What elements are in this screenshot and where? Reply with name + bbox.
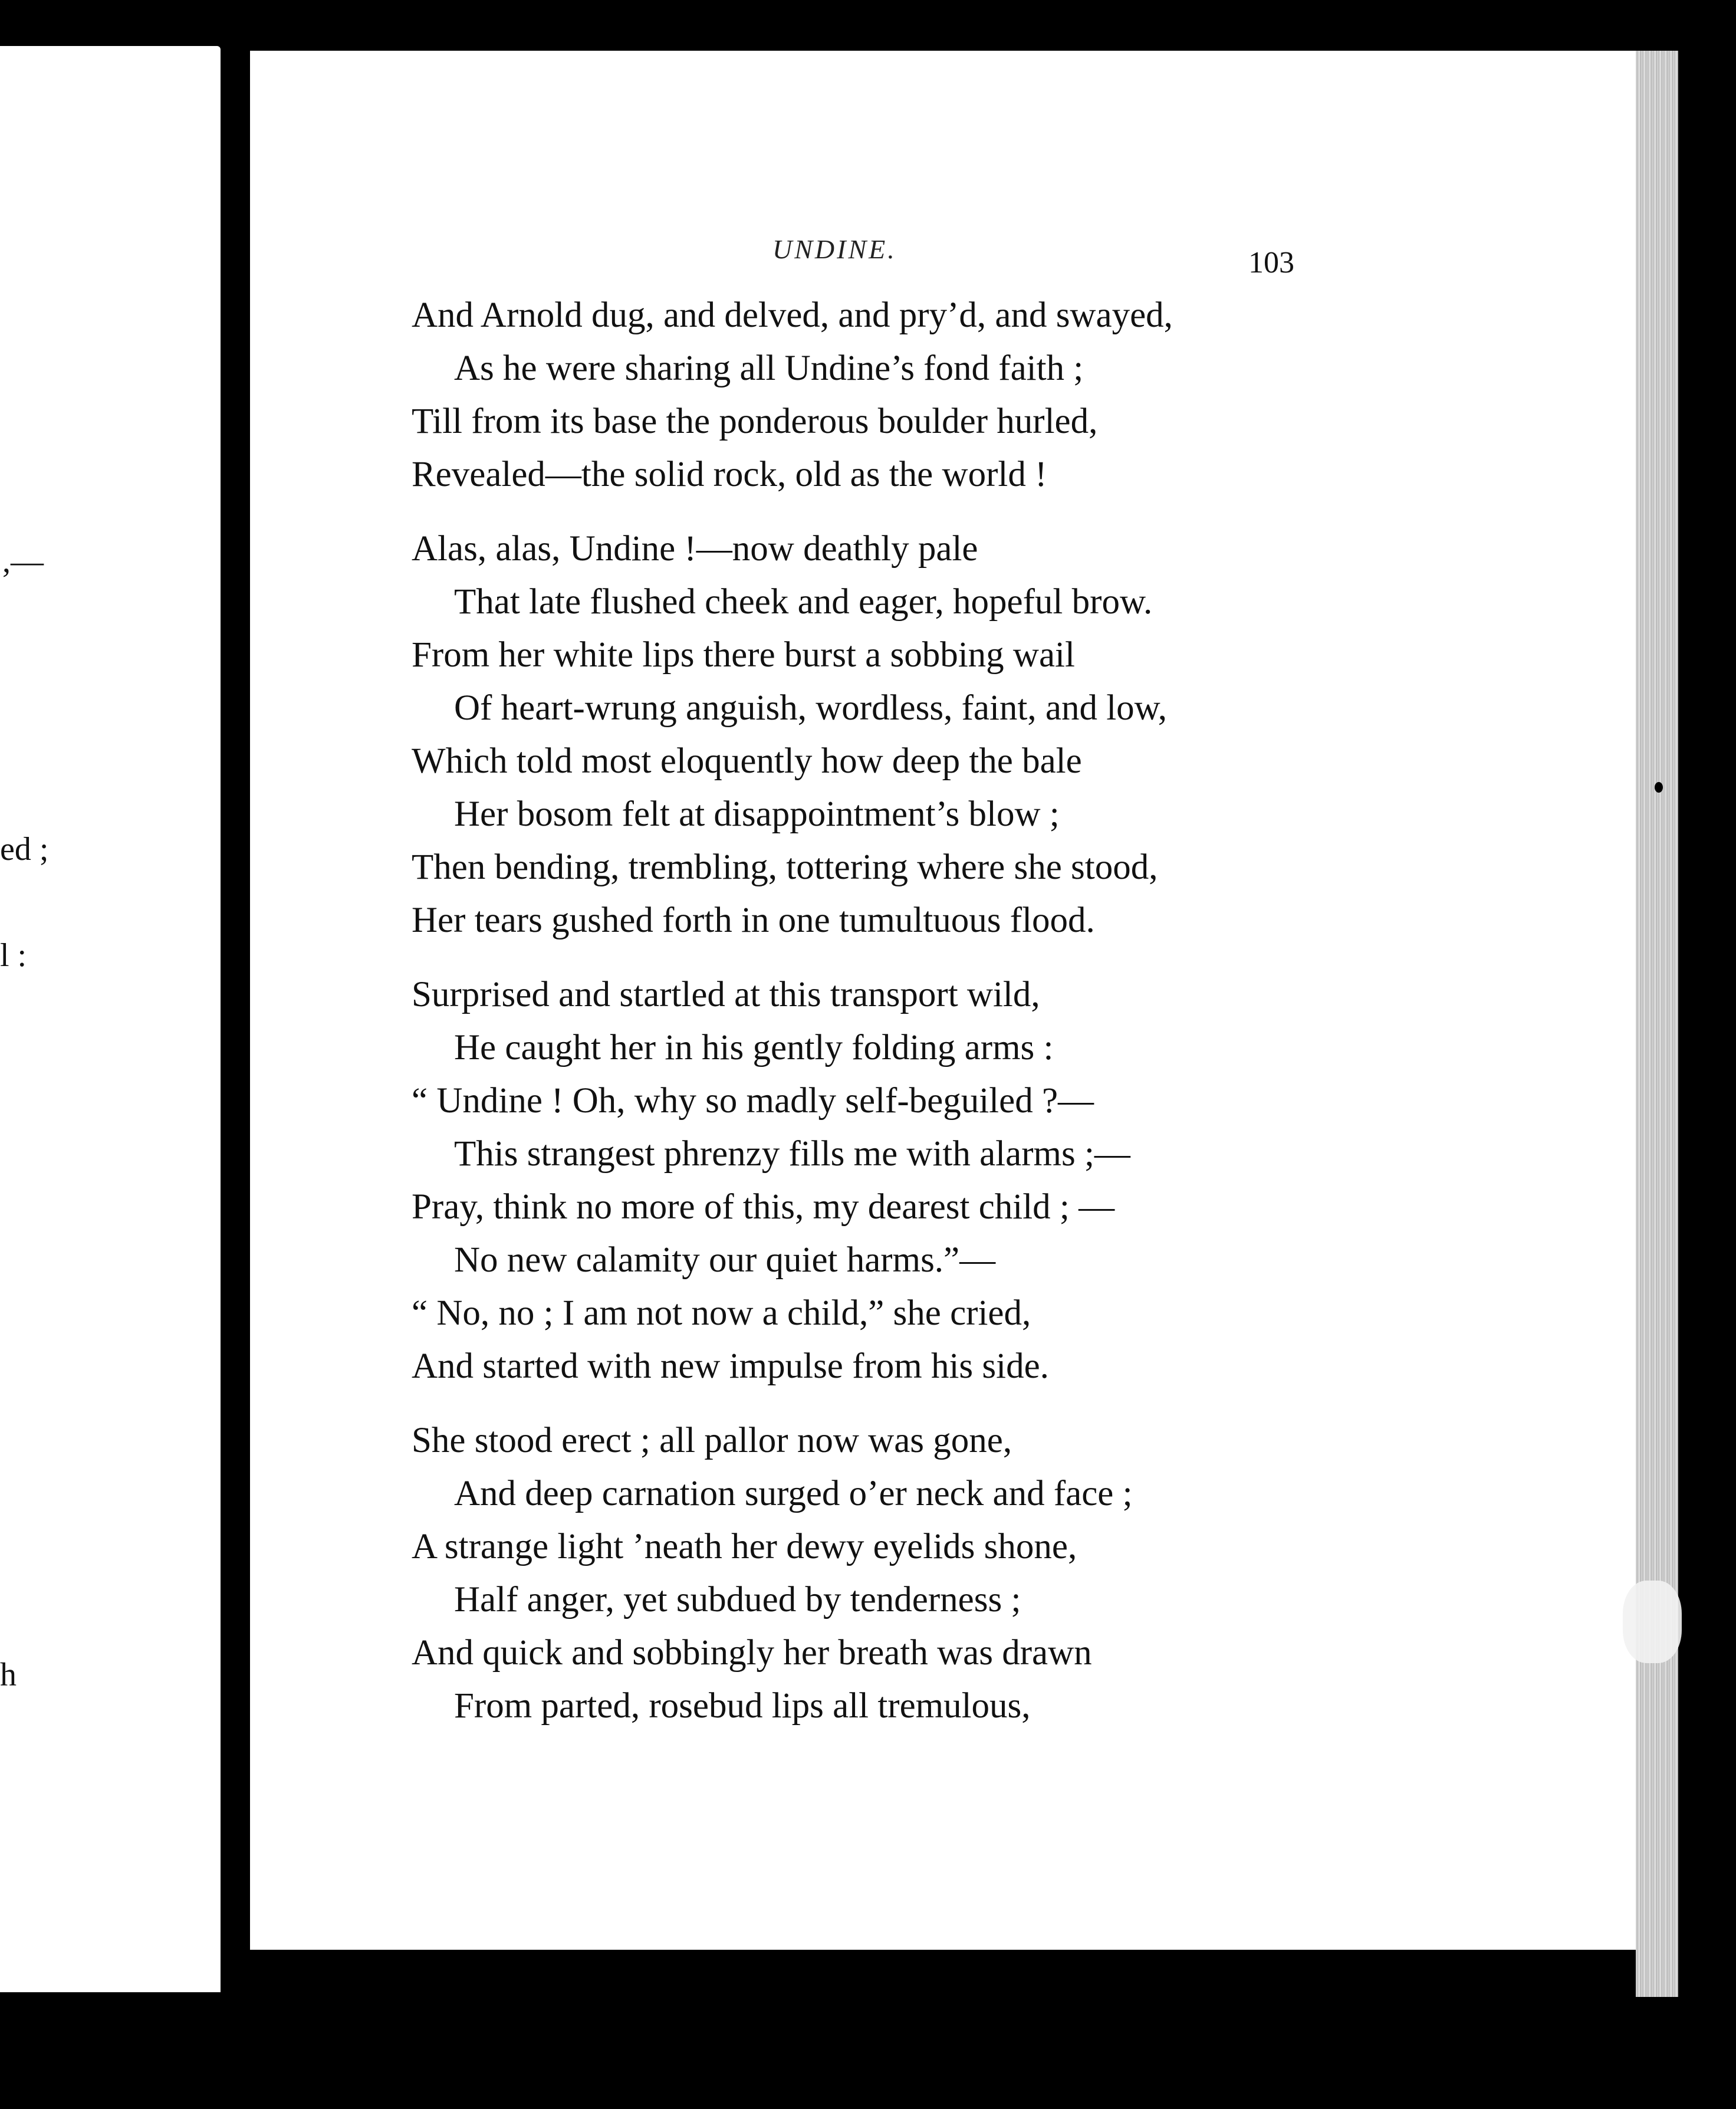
- poem-line: From her white lips there burst a sobbing wail: [412, 635, 1075, 675]
- running-head: UNDINE.: [772, 234, 897, 264]
- poem-line: As he were sharing all Undine’s fond faith ;: [454, 349, 1084, 388]
- poem-line: A strange light ’neath her dewy eyelids shone,: [412, 1527, 1077, 1566]
- poem-line: Till from its base the ponderous boulder hurled,: [412, 402, 1098, 441]
- left-page: [0, 46, 221, 1992]
- poem-line: Pray, think no more of this, my dearest child ; —: [412, 1187, 1115, 1227]
- stanza: [412, 523, 1173, 947]
- ink-speck: [1655, 782, 1663, 793]
- page-number: 103: [1248, 246, 1294, 280]
- ink-speck: [1717, 1287, 1732, 1307]
- page-stack-edge: [1636, 51, 1678, 1997]
- poem-line: And started with new impulse from his side.: [412, 1346, 1049, 1386]
- poem-line: And Arnold dug, and delved, and pry’d, and swayed,: [412, 295, 1173, 335]
- left-page-fragment: l :: [0, 937, 27, 974]
- stanza: [412, 289, 1173, 501]
- poem-line: Of heart-wrung anguish, wordless, faint, and low,: [454, 688, 1167, 728]
- poem-line: “ No, no ; I am not now a child,” she cried,: [412, 1293, 1031, 1333]
- book-gutter: [221, 53, 251, 1999]
- scan-border: [1678, 51, 1736, 2109]
- poem-line: He caught her in his gently folding arms :: [454, 1028, 1054, 1067]
- left-page-fragment: ,—: [2, 543, 44, 580]
- poem-line: Which told most eloquently how deep the bale: [412, 741, 1082, 781]
- poem-line: And deep carnation surged o’er neck and face ;: [454, 1474, 1133, 1513]
- poem-line: Surprised and startled at this transport wild,: [412, 975, 1040, 1014]
- left-page-fragment: h: [0, 1657, 17, 1693]
- stanza: [412, 1414, 1173, 1733]
- poem-line: Half anger, yet subdued by tenderness ;: [454, 1580, 1021, 1619]
- poem-line: This strangest phrenzy fills me with alarms ;—: [454, 1134, 1130, 1174]
- poem-line: No new calamity our quiet harms.”—: [454, 1240, 996, 1280]
- poem-line: Her tears gushed forth in one tumultuous flood.: [412, 901, 1095, 940]
- poem-line: She stood erect ; all pallor now was gone,: [412, 1421, 1012, 1460]
- poem-text: [412, 289, 1173, 1754]
- paper-damage: [1623, 1581, 1682, 1663]
- stanza: [412, 968, 1173, 1393]
- poem-line: From parted, rosebud lips all tremulous,: [454, 1686, 1031, 1726]
- poem-line: That late flushed cheek and eager, hopeful brow.: [454, 582, 1153, 622]
- poem-line: “ Undine ! Oh, why so madly self-beguiled ?—: [412, 1081, 1094, 1121]
- left-page-fragment: ed ;: [0, 831, 49, 868]
- poem-line: Her bosom felt at disappointment’s blow ;: [454, 794, 1060, 834]
- poem-line: And quick and sobbingly her breath was drawn: [412, 1633, 1092, 1673]
- poem-line: Alas, alas, Undine !—now deathly pale: [412, 529, 978, 569]
- poem-line: Revealed—the solid rock, old as the world !: [412, 455, 1047, 494]
- poem-line: Then bending, trembling, tottering where she stood,: [412, 847, 1158, 887]
